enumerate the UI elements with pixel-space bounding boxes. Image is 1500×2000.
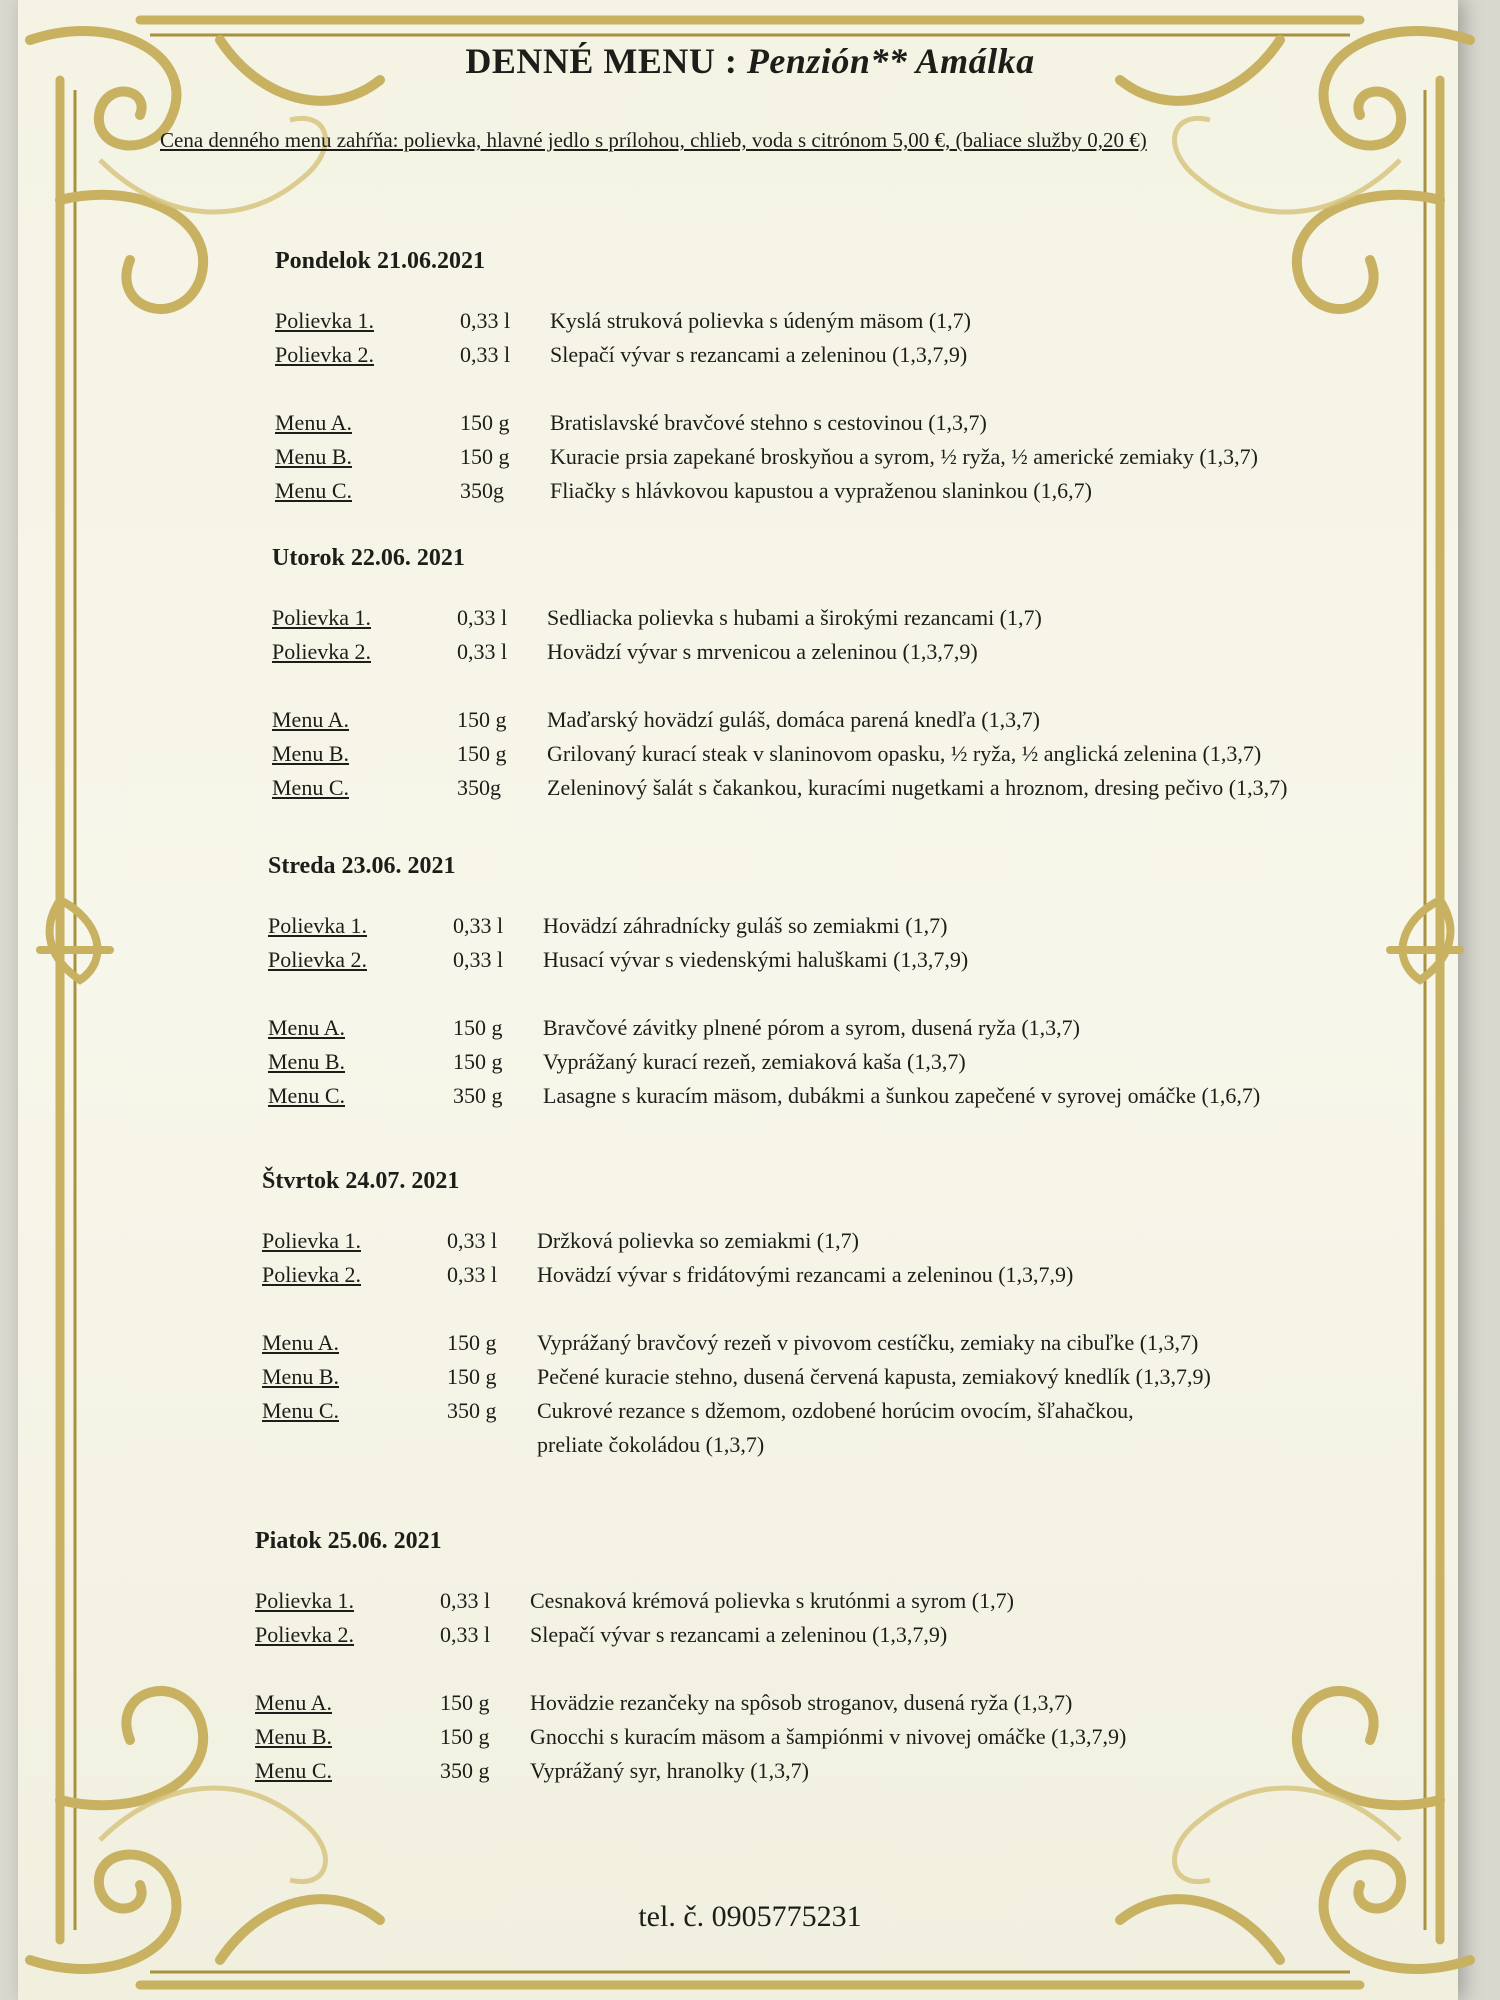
phone-number: tel. č. 0905775231 <box>638 1900 862 1933</box>
menu-row-portion: 350 g <box>453 1083 503 1108</box>
menu-row-portion: 0,33 l <box>457 639 508 664</box>
menu-row-portion: 0,33 l <box>460 308 511 333</box>
menu-row-portion: 0,33 l <box>440 1622 491 1647</box>
day-heading: Piatok 25.06. 2021 <box>255 1528 442 1554</box>
menu-row-label: Menu A. <box>262 1330 339 1355</box>
menu-row-label: Menu C. <box>268 1083 345 1108</box>
day-heading: Pondelok 21.06.2021 <box>275 248 486 274</box>
menu-row-dish: Bratislavské bravčové stehno s cestovinou (1,3,7) <box>550 410 987 435</box>
menu-row-dish: Zeleninový šalát s čakankou, kuracími nugetkami a hroznom, dresing pečivo (1,3,7) <box>547 775 1288 800</box>
menu-row-dish: Kuracie prsia zapekané broskyňou a syrom, ½ ryža, ½ americké zemiaky (1,3,7) <box>550 444 1258 469</box>
menu-row-portion: 350 g <box>447 1398 497 1423</box>
menu-row-portion: 0,33 l <box>453 947 504 972</box>
menu-row-dish: Slepačí vývar s rezancami a zeleninou (1,3,7,9) <box>550 342 968 367</box>
menu-row-dish: Vyprážaný syr, hranolky (1,3,7) <box>530 1758 809 1783</box>
title-main: DENNÉ MENU : <box>465 41 738 81</box>
menu-row-label: Polievka 1. <box>272 605 371 630</box>
menu-row-dish: Gnocchi s kuracím mäsom a šampiónmi v nivovej omáčke (1,3,7,9) <box>530 1724 1127 1749</box>
menu-row-portion: 0,33 l <box>453 913 504 938</box>
menu-row-dish: Kyslá struková polievka s údeným mäsom (1,7) <box>550 308 971 333</box>
menu-row-dish: Hovädzí vývar s fridátovými rezancami a zeleninou (1,3,7,9) <box>537 1262 1074 1287</box>
menu-row-label: Polievka 1. <box>275 308 374 333</box>
menu-row-label: Polievka 2. <box>272 639 371 664</box>
menu-row-dish-continued: preliate čokoládou (1,3,7) <box>537 1432 765 1457</box>
menu-row-dish: Pečené kuracie stehno, dusená červená kapusta, zemiakový knedlík (1,3,7,9) <box>537 1364 1211 1389</box>
menu-row-portion: 150 g <box>440 1724 490 1749</box>
menu-row-portion: 350g <box>457 775 501 800</box>
menu-row-label: Menu C. <box>262 1398 339 1423</box>
page-title <box>0 40 1500 82</box>
menu-row-dish: Bravčové závitky plnené pórom a syrom, dusená ryža (1,3,7) <box>543 1015 1080 1040</box>
menu-row-portion: 0,33 l <box>457 605 508 630</box>
menu-row-dish: Maďarský hovädzí guláš, domáca parená knedľa (1,3,7) <box>547 707 1040 732</box>
menu-row-label: Polievka 2. <box>275 342 374 367</box>
menu-row-label: Menu B. <box>275 444 352 469</box>
menu-row-label: Menu B. <box>268 1049 345 1074</box>
menu-row-label: Polievka 2. <box>268 947 367 972</box>
menu-row-label: Menu B. <box>255 1724 332 1749</box>
menu-row-label: Menu C. <box>255 1758 332 1783</box>
menu-row-portion: 150 g <box>447 1330 497 1355</box>
menu-row-dish: Slepačí vývar s rezancami a zeleninou (1,3,7,9) <box>530 1622 948 1647</box>
menu-row-dish: Vyprážaný bravčový rezeň v pivovom cestíčku, zemiaky na cibuľke (1,3,7) <box>537 1330 1199 1355</box>
menu-row-portion: 350 g <box>440 1758 490 1783</box>
menu-row-portion: 150 g <box>460 444 510 469</box>
menu-row-dish: Sedliacka polievka s hubami a širokými rezancami (1,7) <box>547 605 1042 630</box>
menu-row-label: Polievka 1. <box>255 1588 354 1613</box>
title-restaurant-name: Penzión** Amálka <box>746 41 1035 81</box>
menu-row-label: Polievka 2. <box>262 1262 361 1287</box>
menu-row-label: Polievka 2. <box>255 1622 354 1647</box>
menu-row-dish: Grilovaný kurací steak v slaninovom opasku, ½ ryža, ½ anglická zelenina (1,3,7) <box>547 741 1262 766</box>
menu-row-portion: 150 g <box>457 707 507 732</box>
menu-row-dish: Držková polievka so zemiakmi (1,7) <box>537 1228 859 1253</box>
menu-row-dish: Husací vývar s viedenskými haluškami (1,3,7,9) <box>543 947 969 972</box>
menu-row-portion: 150 g <box>447 1364 497 1389</box>
menu-row-dish: Hovädzí záhradnícky guláš so zemiakmi (1,7) <box>543 913 948 938</box>
menu-row-portion: 150 g <box>453 1049 503 1074</box>
menu-row-label: Menu C. <box>275 478 352 503</box>
menu-row-portion: 0,33 l <box>460 342 511 367</box>
day-heading: Streda 23.06. 2021 <box>268 853 456 879</box>
menu-row-label: Menu A. <box>255 1690 332 1715</box>
menu-row-label: Menu B. <box>272 741 349 766</box>
menu-row-dish: Lasagne s kuracím mäsom, dubákmi a šunkou zapečené v syrovej omáčke (1,6,7) <box>543 1083 1261 1108</box>
menu-row-dish: Fliačky s hlávkovou kapustou a vypraženou slaninkou (1,6,7) <box>550 478 1092 503</box>
menu-row-portion: 150 g <box>460 410 510 435</box>
menu-row-portion: 0,33 l <box>447 1262 498 1287</box>
menu-row-label: Menu A. <box>272 707 349 732</box>
menu-row-label: Menu A. <box>275 410 352 435</box>
menu-row-label: Polievka 1. <box>262 1228 361 1253</box>
menu-row-dish: Cukrové rezance s džemom, ozdobené horúcim ovocím, šľahačkou, <box>537 1398 1134 1423</box>
menu-row-dish: Hovädzie rezančeky na spôsob stroganov, dusená ryža (1,3,7) <box>530 1690 1073 1715</box>
menu-row-label: Polievka 1. <box>268 913 367 938</box>
price-note: Cena denného menu zahŕňa: polievka, hlavné jedlo s prílohou, chlieb, voda s citrónom 5,00 €, (baliace služby 0,20 €) <box>160 128 1147 152</box>
menu-row-label: Menu A. <box>268 1015 345 1040</box>
menu-row-label: Menu C. <box>272 775 349 800</box>
menu-row-portion: 150 g <box>453 1015 503 1040</box>
menu-row-portion: 150 g <box>440 1690 490 1715</box>
day-heading: Štvrtok 24.07. 2021 <box>262 1168 460 1194</box>
menu-row-dish: Hovädzí vývar s mrvenicou a zeleninou (1,3,7,9) <box>547 639 978 664</box>
menu-row-dish: Cesnaková krémová polievka s krutónmi a syrom (1,7) <box>530 1588 1014 1613</box>
menu-row-portion: 150 g <box>457 741 507 766</box>
day-heading: Utorok 22.06. 2021 <box>272 545 465 571</box>
menu-row-dish: Vyprážaný kurací rezeň, zemiaková kaša (1,3,7) <box>543 1049 966 1074</box>
menu-row-portion: 0,33 l <box>447 1228 498 1253</box>
menu-row-portion: 0,33 l <box>440 1588 491 1613</box>
menu-row-portion: 350g <box>460 478 504 503</box>
menu-row-label: Menu B. <box>262 1364 339 1389</box>
